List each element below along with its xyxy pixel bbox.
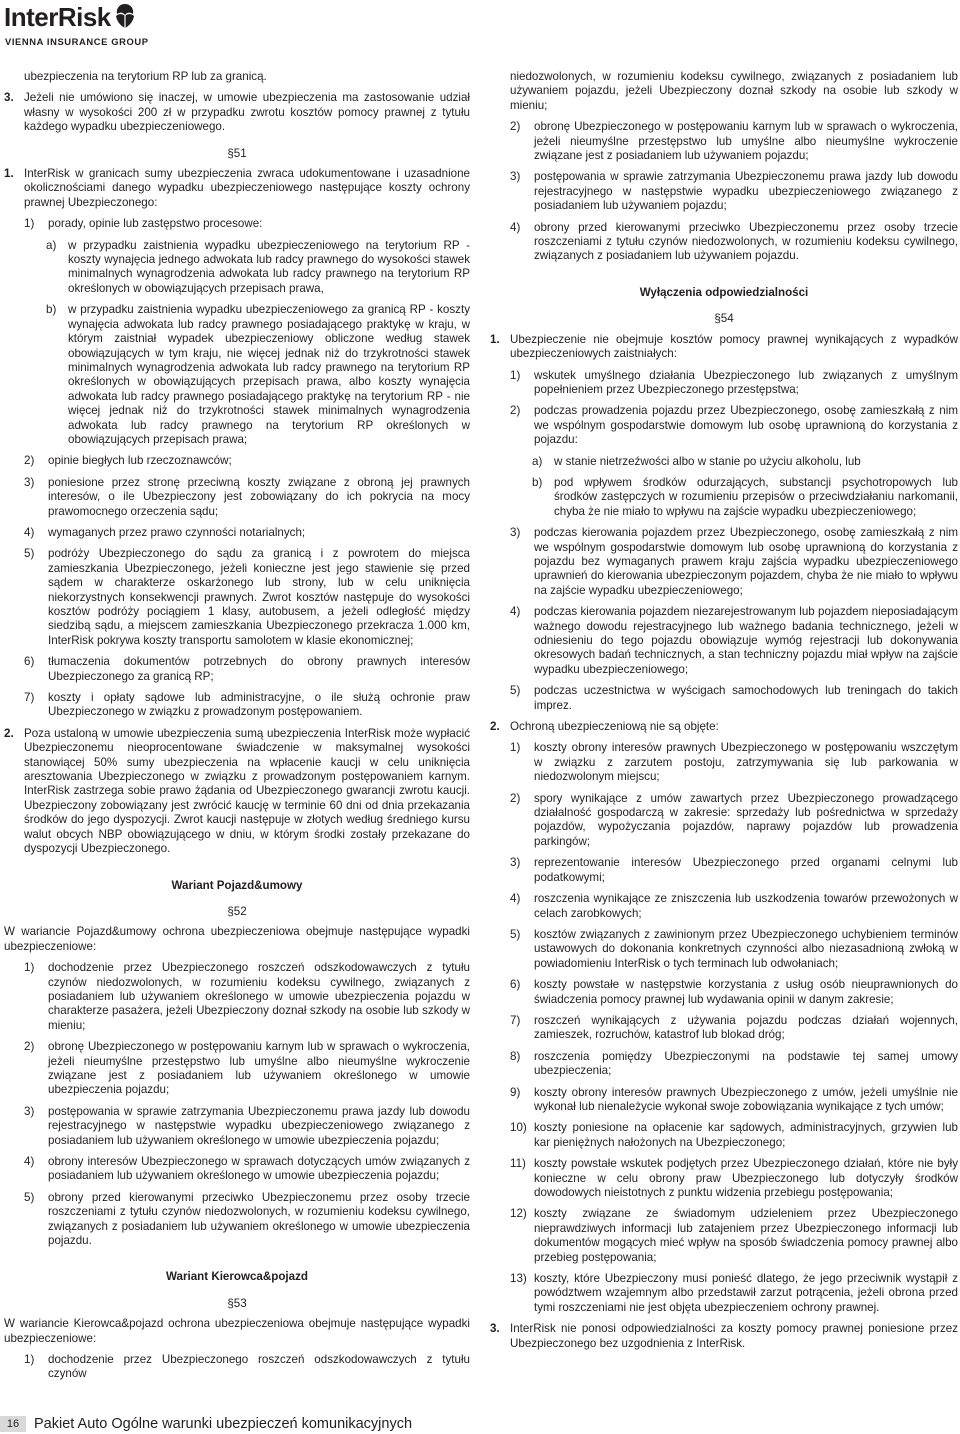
item-number: 6)	[24, 655, 35, 669]
section-heading: Wariant Pojazd&umowy	[171, 878, 303, 892]
item-text: w przypadku zaistnienia wypadku ubezpieczeniowego na terytorium RP - koszty wynajęcia jednego adwokata lub radcy prawnego do wysokości stawek minimalnych wynagrodzenia adwokata lub radcy prawnego na terytorium RP określonych w obowiązujących przepisach prawa,	[68, 238, 470, 295]
item-number: 1)	[510, 368, 521, 382]
item-number: 6)	[510, 978, 521, 992]
item-text: dochodzenie przez Ubezpieczonego roszczeń odszkodowawczych z tytułu czynów niedozwolonych, w rozumieniu kodeksu cywilnego, związanych z posiadaniem lub używaniem określonego w umowie ubezpieczenia pojazdu w charakterze pasażera, jeżeli Ubezpieczony doznał szkody na osobie lub szkody w mieniu;	[48, 961, 470, 1032]
list-item	[4, 526, 470, 540]
item-text: InterRisk w granicach sumy ubezpieczenia zwraca udokumentowane i uzasadnione okolicznościami danego wypadku ubezpieczeniowego następujące koszty ochrony prawnej Ubezpieczonego:	[24, 167, 470, 209]
item-text: w stanie nietrzeźwości albo w stanie po użyciu alkoholu, lub	[554, 454, 861, 468]
list-item	[4, 1353, 470, 1382]
item-number: 8)	[510, 1049, 521, 1063]
item-number: 4)	[510, 220, 521, 234]
item-text: podróży Ubezpieczonego do sądu za granicą i z powrotem do miejsca zamieszkania Ubezpieczonego, jeżeli konieczne jest jego stawienie się przed sądem w charakterze oskarżonego lub strony, lub w celu uniknięcia niekorzystnych konsekwencji prawnych. Zwrot kosztów następuje do wysokości kosztów podróży pociągiem 1 klasy, autobusem, a jeżeli odległość między siedzibą sądu, a miejscem zamieszkania Ubezpieczonego przekracza 1.000 km, InterRisk pokrywa koszty transportu samolotem w klasie ekonomicznej;	[48, 547, 470, 647]
item-number: 5)	[510, 684, 521, 698]
list-item	[490, 476, 958, 519]
paragraph: ubezpieczenia na terytorium RP lub za granicą.	[24, 70, 267, 83]
item-number: 11)	[510, 1157, 526, 1171]
item-text: poniesione przez stronę przeciwną koszty związane z obroną jej prawnych interesów, o ile Ubezpieczony jest zobowiązany do ich pokrycia na mocy prawomocnego orzeczenia sądu;	[48, 475, 470, 518]
list-item	[490, 221, 958, 264]
item-text: spory wynikające z umów zawartych przez Ubezpieczonego prowadzącego działalność gospodarczą w zakresie: sprzedaży lub pośrednictwa w sprzedaży pojazdów, wypożyczania pojazdów, naprawy pojazdów lub prowadzenia parkingów;	[534, 791, 958, 848]
item-number: 10)	[510, 1121, 527, 1135]
list-item	[490, 1272, 958, 1315]
item-number: 5)	[24, 1190, 35, 1204]
item-text: w przypadku zaistnienia wypadku ubezpieczeniowego za granicą RP - koszty wynajęcia adwokata lub radcy prawnego posiadającego praktykę w kraju, w którym zaistniał wypadek ubezpieczeniowy obliczone według stawek obowiązujących w tym kraju, nie więcej jednak niż do trzykrotności stawek minimalnych wynagrodzenia adwokata lub radcy prawnego na terytorium RP określonych w obowiązujących przepisach prawa, albo koszty wynajęcia adwokata lub radcy prawnego posiadającego praktykę na terytorium RP - nie więcej jednak niż do trzykrotności stawek minimalnych wynagrodzenia adwokata lub radcy prawnego na terytorium RP określonych w obowiązujących przepisach prawa;	[68, 303, 470, 446]
item-text: opinie biegłych lub rzeczoznawców;	[48, 454, 232, 468]
list-item	[4, 476, 470, 519]
item-text: koszty związane ze świadomym udzieleniem przez Ubezpieczonego nieprawdziwych informacji lub zatajeniem przez Ubezpieczonego informacji lub dokumentów mogących mieć wpływ na sposób świadczenia pomocy prawnej albo przebieg postępowania;	[534, 1207, 958, 1264]
item-text: podczas kierowania pojazdem przez Ubezpieczonego, osobę zamieszkałą z nim we wspólnym gospodarstwie domowym lub osobę uprawnioną do korzystania z pojazdu bez wymaganych prawem kraju zajścia wypadku ubezpieczeniowego uprawnień do kierowania ubezpieczonym pojazdem, chyba że nie miało to wpływu na zajście wypadku ubezpieczeniowego;	[534, 526, 958, 597]
item-number: 1)	[24, 1353, 35, 1367]
item-number: 1.	[490, 332, 500, 346]
list-item	[4, 1040, 470, 1098]
item-number: 1.	[4, 167, 14, 181]
right-column	[490, 70, 958, 1358]
section-heading: Wariant Kierowca&pojazd	[166, 1270, 308, 1284]
item-number: 2)	[510, 120, 521, 134]
list-item	[4, 217, 470, 231]
item-number: 12)	[510, 1207, 527, 1221]
item-text: roszczeń wynikających z używania pojazdu podczas działań wojennych, zamieszek, rozruchów, katastrof lub blokad dróg;	[534, 1013, 958, 1042]
list-item	[490, 856, 958, 885]
item-text: wskutek umyślnego działania Ubezpieczonego lub związanych z umyślnym popełnieniem przez Ubezpieczonego przestępstwa;	[534, 368, 958, 396]
item-text: roszczenia pomiędzy Ubezpieczonymi na podstawie tej samej umowy ubezpieczenia;	[534, 1049, 958, 1078]
item-number: 3)	[24, 1104, 35, 1118]
item-text: obronę Ubezpieczonego w postępowaniu karnym lub w sprawach o wykroczenia, jeżeli nieumyślne przestępstwo lub umyślne albo nieumyślne wykroczenie związane jest z posiadaniem lub używaniem określonego w umowie ubezpieczenia pojazdu;	[48, 1040, 470, 1097]
leaf-logo-icon	[111, 2, 139, 30]
list-item	[490, 333, 958, 362]
list-item	[490, 1014, 958, 1043]
item-number: 3)	[510, 856, 521, 870]
item-text: obronę Ubezpieczonego w postępowaniu karnym lub w sprawach o wykroczenia, jeżeli nieumyślne przestępstwo lub umyślne albo nieumyślne wykroczenie związane jest z posiadaniem lub używaniem pojazdu;	[534, 120, 958, 163]
list-item	[4, 303, 470, 447]
list-item	[4, 691, 470, 720]
list-item	[4, 655, 470, 684]
item-number: 3.	[4, 91, 14, 105]
item-text: koszty obrony interesów prawnych Ubezpieczonego z umów, jeżeli umyślnie nie wykonał lub nienależycie wykonał swoje zobowiązania wynikające z tych umów;	[534, 1085, 958, 1113]
item-text: koszty powstałe w następstwie korzystania z usług osób nieuprawnionych do świadczenia pomocy prawnej lub wydawania opinii w danym zakresie;	[534, 978, 958, 1006]
page-number: 16	[0, 1416, 26, 1432]
item-text: obrony przed kierowanymi przeciwko Ubezpieczonemu przez osoby trzecie roszczeniami z tytułu czynów niedozwolonych, w rozumieniu kodeksu cywilnego, związanych z posiadaniem lub używaniem pojazdu.	[534, 220, 958, 263]
item-text: koszty obrony interesów prawnych Ubezpieczonego w postępowaniu wszczętym w związku z zarzutem postoju, zatrzymywania się lub parkowania w niedozwolonym miejscu;	[534, 741, 958, 784]
item-number: 2)	[24, 454, 35, 468]
item-number: 2.	[4, 726, 14, 740]
item-text: podczas kierowania pojazdem niezarejestrowanym lub pojazdem nieposiadającym ważnego dowodu rejestracyjnego lub ważnego badania technicznego, jeżeli w odniesieniu do tego pojazdu obowiązuje wymóg rejestracji lub dokonywania okresowych badań technicznych, a stan techniczny pojazdu miał wpływ na zajście wypadku ubezpieczeniowego;	[534, 605, 958, 676]
item-number: 9)	[510, 1085, 521, 1099]
item-number: 3.	[490, 1322, 500, 1336]
item-number: 2.	[490, 720, 500, 734]
item-text: Ubezpieczenie nie obejmuje kosztów pomocy prawnej wynikających z wypadków ubezpieczeniowych zaistniałych:	[510, 332, 958, 361]
item-number: 4)	[24, 1155, 35, 1168]
item-number: 5)	[24, 547, 35, 561]
item-text: porady, opinie lub zastępstwo procesowe:	[48, 217, 263, 231]
item-number: 1)	[510, 741, 521, 755]
item-text: podczas prowadzenia pojazdu przez Ubezpieczonego, osobę zamieszkałą z nim we wspólnym gospodarstwie domowym lub osobę uprawnioną do korzystania z pojazdu:	[534, 404, 958, 447]
item-text: roszczenia wynikające ze zniszczenia lub uszkodzenia towarów przewożonych w celach zarobkowych;	[534, 892, 958, 920]
list-item	[490, 928, 958, 971]
list-item	[490, 404, 958, 447]
item-text: Jeżeli nie umówiono się inaczej, w umowie ubezpieczenia ma zastosowanie udział własny w wysokości 200 zł w przypadku zwrotu kosztów pomocy prawnej z tytułu każdego wypadku ubezpieczeniowego.	[24, 91, 470, 134]
list-item	[490, 1050, 958, 1079]
paragraph: niedozwolonych, w rozumieniu kodeksu cywilnego, związanych z posiadaniem lub używaniem pojazdu, jeżeli Ubezpieczony doznał szkody na osobie lub szkody w mieniu;	[510, 70, 958, 112]
list-item	[4, 167, 470, 210]
brand-tagline: VIENNA INSURANCE GROUP	[5, 36, 149, 47]
list-item	[490, 1322, 958, 1351]
list-item	[4, 239, 470, 297]
item-number: 4)	[24, 525, 35, 539]
item-text: postępowania w sprawie zatrzymania Ubezpieczonemu prawa jazdy lub dowodu rejestracyjnego w następstwie wypadku ubezpieczeniowego związanego z posiadaniem lub używaniem określonego w umowie ubezpieczenia pojazdu;	[48, 1104, 470, 1147]
list-item	[490, 741, 958, 784]
item-number: 7)	[24, 691, 35, 705]
item-number: b)	[532, 475, 543, 489]
item-number: 4)	[510, 892, 521, 906]
list-item	[490, 526, 958, 598]
item-number: b)	[46, 303, 57, 317]
item-text: podczas uczestnictwa w wyścigach samochodowych lub treningach do takich imprez.	[534, 684, 958, 712]
item-text: koszty, które Ubezpieczony musi ponieść dlatego, że jego przeciwnik wystąpił z powództwem wzajemnym albo przedstawił zarzut potrącenia, jeżeli obrona przed tymi roszczeniami nie jest objęta ubezpieczeniem ochrony prawnej.	[534, 1272, 958, 1314]
list-item	[490, 1207, 958, 1265]
list-item	[490, 170, 958, 213]
item-text: Ochroną ubezpieczeniową nie są objęte:	[510, 720, 719, 734]
item-text: pod wpływem środków odurzających, substancji psychotropowych lub środków zastępczych w rozumieniu przepisów o przeciwdziałaniu narkomanii, chyba że nie miało to wpływu na zajście wypadku ubezpieczeniowego;	[554, 475, 958, 518]
list-item	[490, 120, 958, 163]
list-item	[4, 454, 470, 468]
section-number: §53	[227, 1296, 247, 1310]
section-number: §52	[227, 904, 247, 918]
brand-name: InterRisk	[4, 2, 111, 32]
item-text: postępowania w sprawie zatrzymania Ubezpieczonemu prawa jazdy lub dowodu rejestracyjnego w następstwie wypadku ubezpieczeniowego związanego z posiadaniem lub używaniem pojazdu;	[534, 170, 958, 213]
item-number: a)	[46, 238, 57, 252]
item-text: koszty powstałe wskutek podjętych przez Ubezpieczonego działań, które nie były konieczne w celu obrony praw Ubezpieczonego lub dotyczyły środków dowodowych nieistotnych z punktu widzenia przebiegu postępowania;	[534, 1157, 958, 1199]
item-text: kosztów związanych z zawinionym przez Ubezpieczonego uchybieniem terminów ustawowych do dokonania konkretnych czynności albo niezasadnioną zwłoką w powiadomieniu InterRisk o tych terminach lub odwołaniach;	[534, 927, 958, 970]
item-number: 2)	[24, 1040, 35, 1054]
page-footer	[0, 1414, 960, 1434]
list-item	[490, 684, 958, 713]
list-item	[490, 720, 958, 734]
paragraph: W wariancie Pojazd&umowy ochrona ubezpieczeniowa obejmuje następujące wypadki ubezpieczeniowe:	[4, 925, 470, 953]
item-text: koszty poniesione na opłacenie kar sądowych, administracyjnych, grzywien lub kar pieniężnych nałożonych na Ubezpieczonego;	[534, 1121, 958, 1149]
list-item	[490, 1121, 958, 1150]
item-number: 1)	[24, 961, 35, 975]
item-text: tłumaczenia dokumentów potrzebnych do obrony prawnych interesów Ubezpieczonego za granicą RP;	[48, 655, 470, 683]
list-item	[4, 727, 470, 857]
list-item	[490, 792, 958, 850]
list-item	[4, 1191, 470, 1249]
footer-title: Pakiet Auto Ogólne warunki ubezpieczeń komunikacyjnych	[34, 1416, 413, 1432]
item-number: a)	[532, 454, 543, 468]
item-text: InterRisk nie ponosi odpowiedzialności za koszty pomocy prawnej poniesione przez Ubezpieczonego bez uzgodnienia z InterRisk.	[510, 1322, 958, 1350]
list-item	[4, 1105, 470, 1148]
item-number: 2)	[510, 404, 521, 418]
item-text: Poza ustaloną w umowie ubezpieczenia sumą ubezpieczenia InterRisk może wypłacić Ubezpieczonemu nieoprocentowane świadczenie w maksymalnej wysokości stanowiącej 50% sumy ubezpieczenia na wpłacenie kaucji w celu uniknięcia aresztowania Ubezpieczonego w związku z prowadzonym postępowaniem karnym. InterRisk zastrzega sobie prawo żądania od Ubezpieczonego gwarancji zwrotu kaucji. Ubezpieczony zobowiązany jest zwrócić kaucję w terminie 60 dni od dnia przekazania środków do jego dyspozycji. Zwrot kaucji następuje w złotych według średniego kursu walut obcych NBP obowiązującego w dniu, w którym środki zostały przekazane do dyspozycji Ubezpieczonego.	[24, 726, 470, 856]
item-text: koszty i opłaty sądowe lub administracyjne, o ile służą ochronie praw Ubezpieczonego w związku z prowadzonym postępowaniem.	[48, 691, 470, 719]
item-text: wymaganych przez prawo czynności notarialnych;	[48, 525, 306, 539]
section-heading: Wyłączenia odpowiedzialności	[639, 285, 809, 299]
list-item	[4, 961, 470, 1033]
item-number: 3)	[24, 475, 35, 489]
list-item	[4, 91, 470, 134]
list-item	[490, 978, 958, 1007]
section-number: §51	[227, 146, 247, 160]
item-number: 3)	[510, 170, 521, 184]
left-column	[4, 70, 470, 1389]
item-number: 4)	[510, 605, 521, 619]
list-item	[4, 547, 470, 648]
item-number: 7)	[510, 1013, 521, 1027]
item-text: dochodzenie przez Ubezpieczonego roszczeń odszkodowawczych z tytułu czynów	[48, 1353, 470, 1381]
item-number: 5)	[510, 927, 521, 941]
paragraph: W wariancie Kierowca&pojazd ochrona ubezpieczeniowa obejmuje następujące wypadki ubezpieczeniowe:	[4, 1317, 470, 1345]
item-number: 1)	[24, 217, 35, 231]
list-item	[4, 1155, 470, 1184]
list-item	[490, 1086, 958, 1115]
list-item	[490, 369, 958, 398]
item-text: obrony przed kierowanymi przeciwko Ubezpieczonemu przez osoby trzecie roszczeniami z tytułu czynów niedozwolonych, w rozumieniu kodeksu cywilnego, związanych z posiadaniem lub używaniem określonego w umowie ubezpieczenia pojazdu.	[48, 1190, 470, 1248]
company-logo	[4, 2, 164, 52]
section-number: §54	[714, 312, 734, 326]
item-number: 3)	[510, 526, 521, 540]
item-text: obrony interesów Ubezpieczonego w sprawach dotyczących umów związanych z posiadaniem lub używaniem określonego w umowie ubezpieczenia pojazdu;	[48, 1155, 470, 1183]
item-number: 13)	[510, 1272, 527, 1286]
item-text: reprezentowanie interesów Ubezpieczonego przed organami celnymi lub podatkowymi;	[534, 856, 958, 884]
list-item	[490, 605, 958, 677]
list-item	[490, 455, 958, 469]
list-item	[490, 1157, 958, 1200]
list-item	[490, 892, 958, 921]
item-number: 2)	[510, 791, 521, 805]
